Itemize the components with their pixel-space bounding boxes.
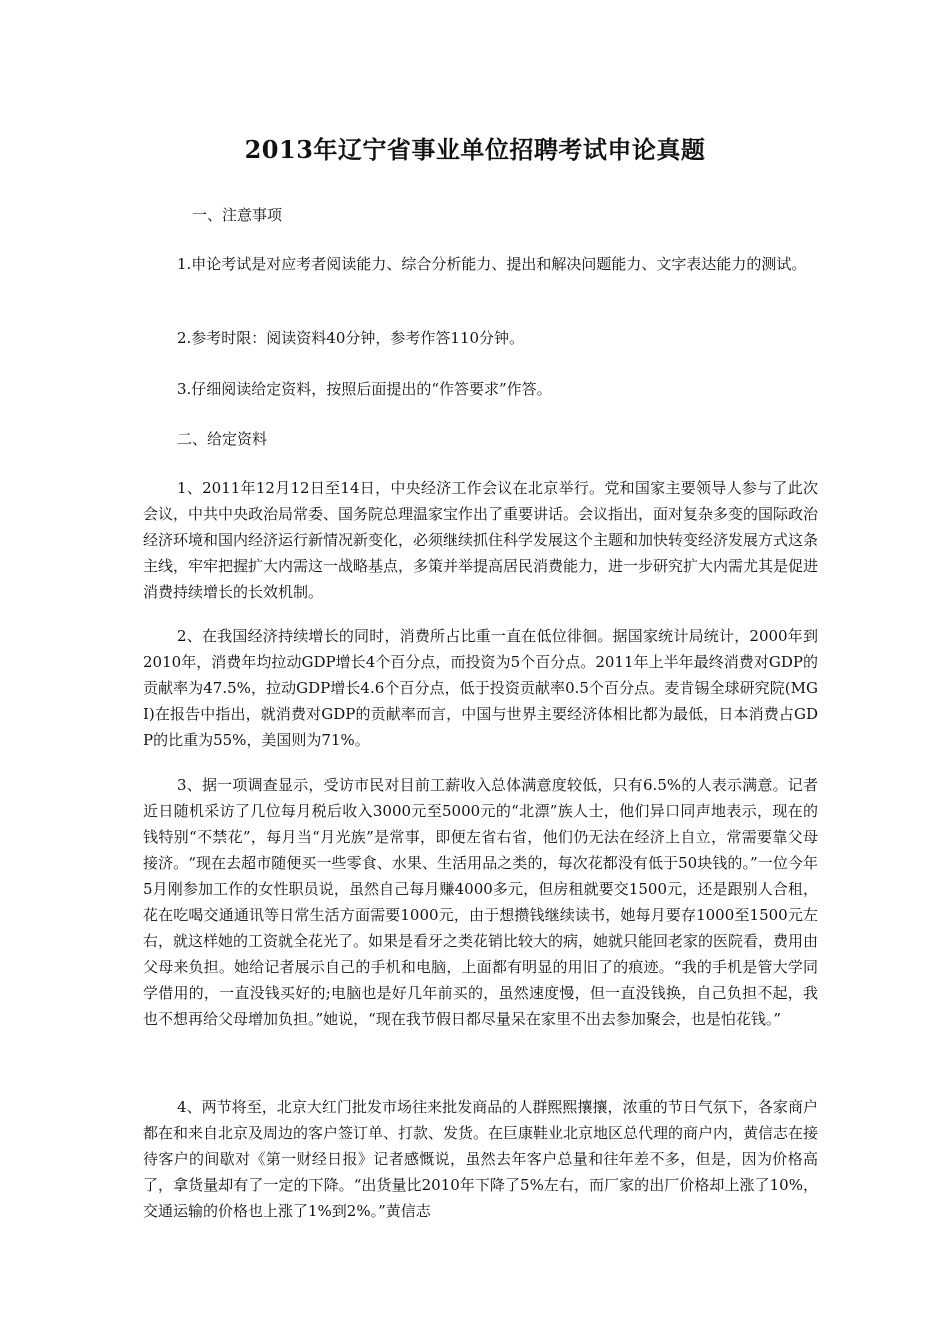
section-heading-materials: 二、给定资料 xyxy=(177,430,268,448)
section-heading-notes: 一、注意事项 xyxy=(192,206,283,224)
note-item-3: 3.仔细阅读给定资料，按照后面提出的“作答要求”作答。 xyxy=(177,380,552,398)
material-paragraph-2: 2、在我国经济持续增长的同时，消费所占比重一直在低位徘徊。据国家统计局统计，2000年到2010年，消费年均拉动GDP增长4个百分点，而投资为5个百分点。2011年上半年最终消费对GDP的贡献率为47.5%，拉动GDP增长4.6个百分点，低于投资贡献率0.5个百分点。麦肯锡全球研究院(MGI)在报告中指出，就消费对GDP的贡献率而言，中国与世界主要经济体相比都为最低，日本消费占GDP的比重为55%，美国则为71%。 xyxy=(143,627,818,749)
note-item-1: 1.申论考试是对应考者阅读能力、综合分析能力、提出和解决问题能力、文字表达能力的测试。 xyxy=(177,255,807,273)
document-title: 2013年辽宁省事业单位招聘考试申论真题 xyxy=(244,135,706,164)
note-item-2: 2.参考时限：阅读资料40分钟，参考作答110分钟。 xyxy=(177,329,525,347)
material-paragraph-3: 3、据一项调查显示，受访市民对目前工薪收入总体满意度较低，只有6.5%的人表示满意。记者近日随机采访了几位每月税后收入3000元至5000元的“北漂”族人士，他们异口同声地表示，现在的钱特别“不禁花”，每月当“月光族”是常事，即便左省右省，他们仍无法在经济上自立，常需要靠父母接济。“现在去超市随便买一些零食、水果、生活用品之类的，每次花都没有低于50块钱的。”一位今年5月刚参加工作的女性职员说，虽然自己每月赚4000多元，但房租就要交1500元，还是跟别人合租，花在吃喝交通通讯等日常生活方面需要1000元，由于想攒钱继续读书，她每月要存1000至1500元左右，就这样她的工资就全花光了。如果是看牙之类花销比较大的病，她就只能回老家的医院看，费用由父母来负担。她给记者展示自己的手机和电脑，上面都有明显的用旧了的痕迹。“我的手机是管大学同学借用的，一直没钱买好的;电脑也是好几年前买的，虽然速度慢，但一直没钱换，自己负担不起，我也不想再给父母增加负担。”她说，“现在我节假日都尽量呆在家里不出去参加聚会，也是怕花钱。” xyxy=(143,776,819,1028)
material-paragraph-4: 4、两节将至，北京大红门批发市场往来批发商品的人群熙熙攘攘，浓重的节日气氛下，各家商户都在和来自北京及周边的客户签订单、打款、发货。在巨康鞋业北京地区总代理的商户内，黄信志在接待客户的间歇对《第一财经日报》记者感慨说，虽然去年客户总量和往年差不多，但是，因为价格高了，拿货量却有了一定的下降。“出货量比2010年下降了5%左右，而厂家的出厂价格却上涨了10%，交通运输的价格也上涨了1%到2%。”黄信志 xyxy=(143,1098,819,1220)
material-paragraph-1: 1、2011年12月12日至14日，中央经济工作会议在北京举行。党和国家主要领导人参与了此次会议，中共中央政治局常委、国务院总理温家宝作出了重要讲话。会议指出，面对复杂多变的国际政治经济环境和国内经济运行新情况新变化，必须继续抓住科学发展这个主题和加快转变经济发展方式这条主线，牢牢把握扩大内需这一战略基点，多策并举提高居民消费能力，进一步研究扩大内需尤其是促进消费持续增长的长效机制。 xyxy=(143,479,819,601)
